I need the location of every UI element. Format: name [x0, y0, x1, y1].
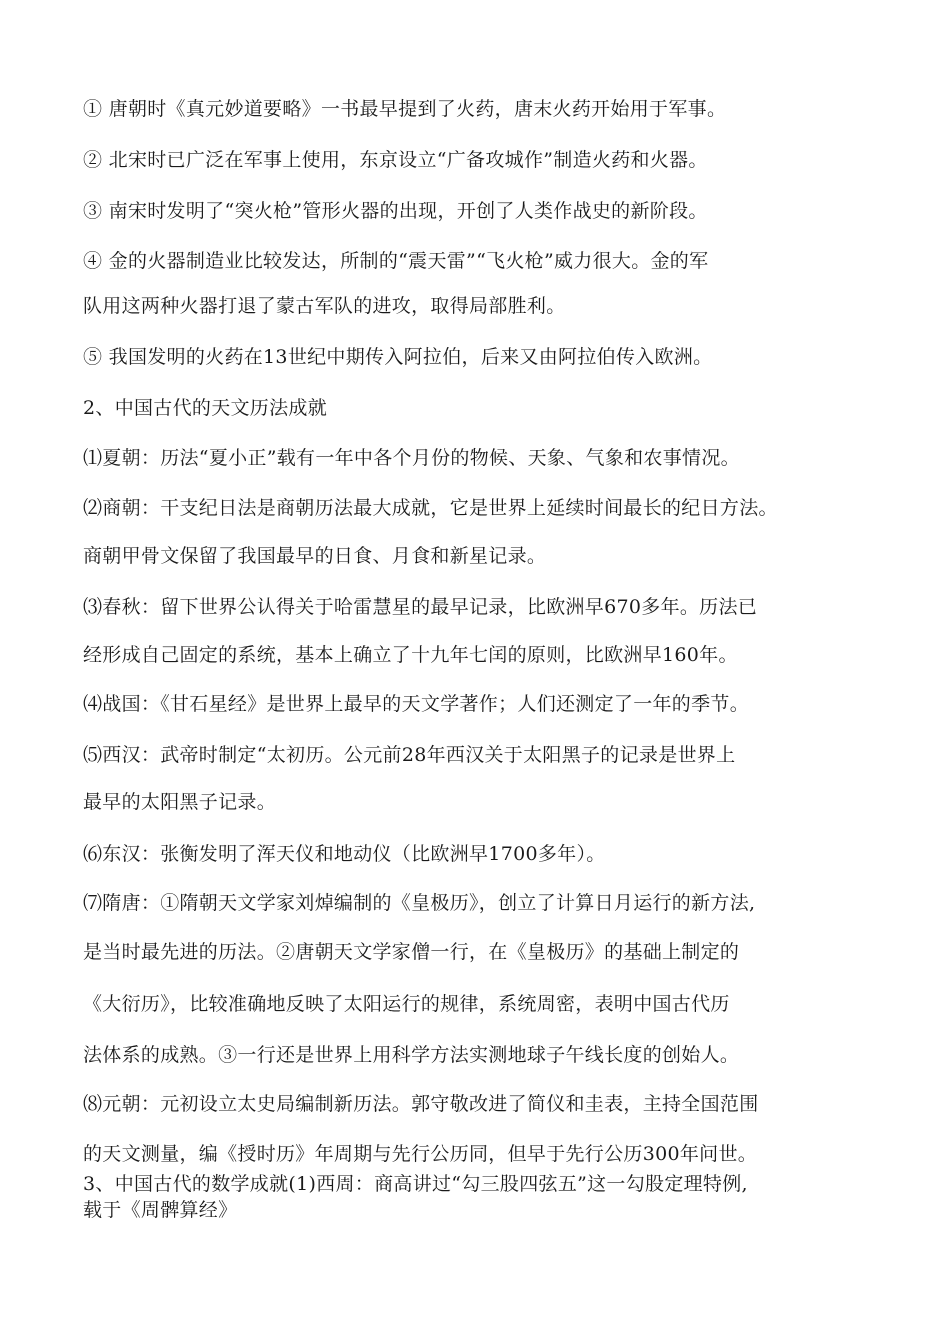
text-line: 的天文测量，编《授时历》年周期与先行公历同，但早于先行公历300年问世。 [83, 1143, 758, 1165]
section-heading: 2、中国古代的天文历法成就 [83, 397, 327, 419]
text-line: 最早的太阳黑子记录。 [83, 791, 277, 813]
text-line: ⑶春秋：留下世界公认得关于哈雷慧星的最早记录，比欧洲早670多年。历法已 [83, 596, 758, 618]
text-line: ⑸西汉：武帝时制定“太初历。公元前28年西汉关于太阳黑子的记录是世界上 [83, 744, 736, 766]
text-line: ⑷战国：《甘石星经》是世界上最早的天文学著作；人们还测定了一年的季节。 [83, 693, 750, 715]
text-line: ⑺隋唐：①隋朝天文学家刘焯编制的《皇极历》，创立了计算日月运行的新方法, [83, 892, 756, 914]
text-line: ⑻元朝：元初设立太史局编制新历法。郭守敬改进了简仪和圭表，主持全国范围 [83, 1093, 759, 1115]
text-line: ⑹东汉：张衡发明了浑天仪和地动仪（比欧洲早1700多年）。 [83, 843, 606, 865]
text-line: ⑤ 我国发明的火药在13世纪中期传入阿拉伯，后来又由阿拉伯传入欧洲。 [83, 346, 713, 368]
text-line: 经形成自己固定的系统，基本上确立了十九年七闰的原则，比欧洲早160年。 [83, 644, 738, 666]
text-line: 是当时最先进的历法。②唐朝天文学家僧一行，在《皇极历》的基础上制定的 [83, 941, 740, 963]
text-line: 载于《周髀算经》 [83, 1199, 238, 1221]
text-line: 商朝甲骨文保留了我国最早的日食、月食和新星记录。 [83, 545, 547, 567]
text-line: ① 唐朝时《真元妙道要略》一书最早提到了火药，唐末火药开始用于军事。 [83, 98, 727, 120]
text-line: ④ 金的火器制造业比较发达，所制的“震天雷”“飞火枪”威力很大。金的军 [83, 250, 709, 272]
text-line: 《大衍历》，比较准确地反映了太阳运行的规律，系统周密，表明中国古代历 [83, 993, 730, 1015]
text-line: 队用这两种火器打退了蒙古军队的进攻，取得局部胜利。 [83, 295, 566, 317]
text-line: ⑵商朝：干支纪日法是商朝历法最大成就，它是世界上延续时间最长的纪日方法。 [83, 497, 778, 519]
text-line: 法体系的成熟。③一行还是世界上用科学方法实测地球子午线长度的创始人。 [83, 1044, 740, 1066]
text-line: ② 北宋时已广泛在军事上使用，东京设立“广备攻城作”制造火药和火器。 [83, 149, 708, 171]
text-line: ⑴夏朝：历法“夏小正”载有一年中各个月份的物候、天象、气象和农事情况。 [83, 447, 740, 469]
section-heading: 3、中国古代的数学成就(1)西周：商高讲过“勾三股四弦五”这一勾股定理特例, [83, 1173, 748, 1195]
text-line: ③ 南宋时发明了“突火枪”管形火器的出现，开创了人类作战史的新阶段。 [83, 200, 708, 222]
